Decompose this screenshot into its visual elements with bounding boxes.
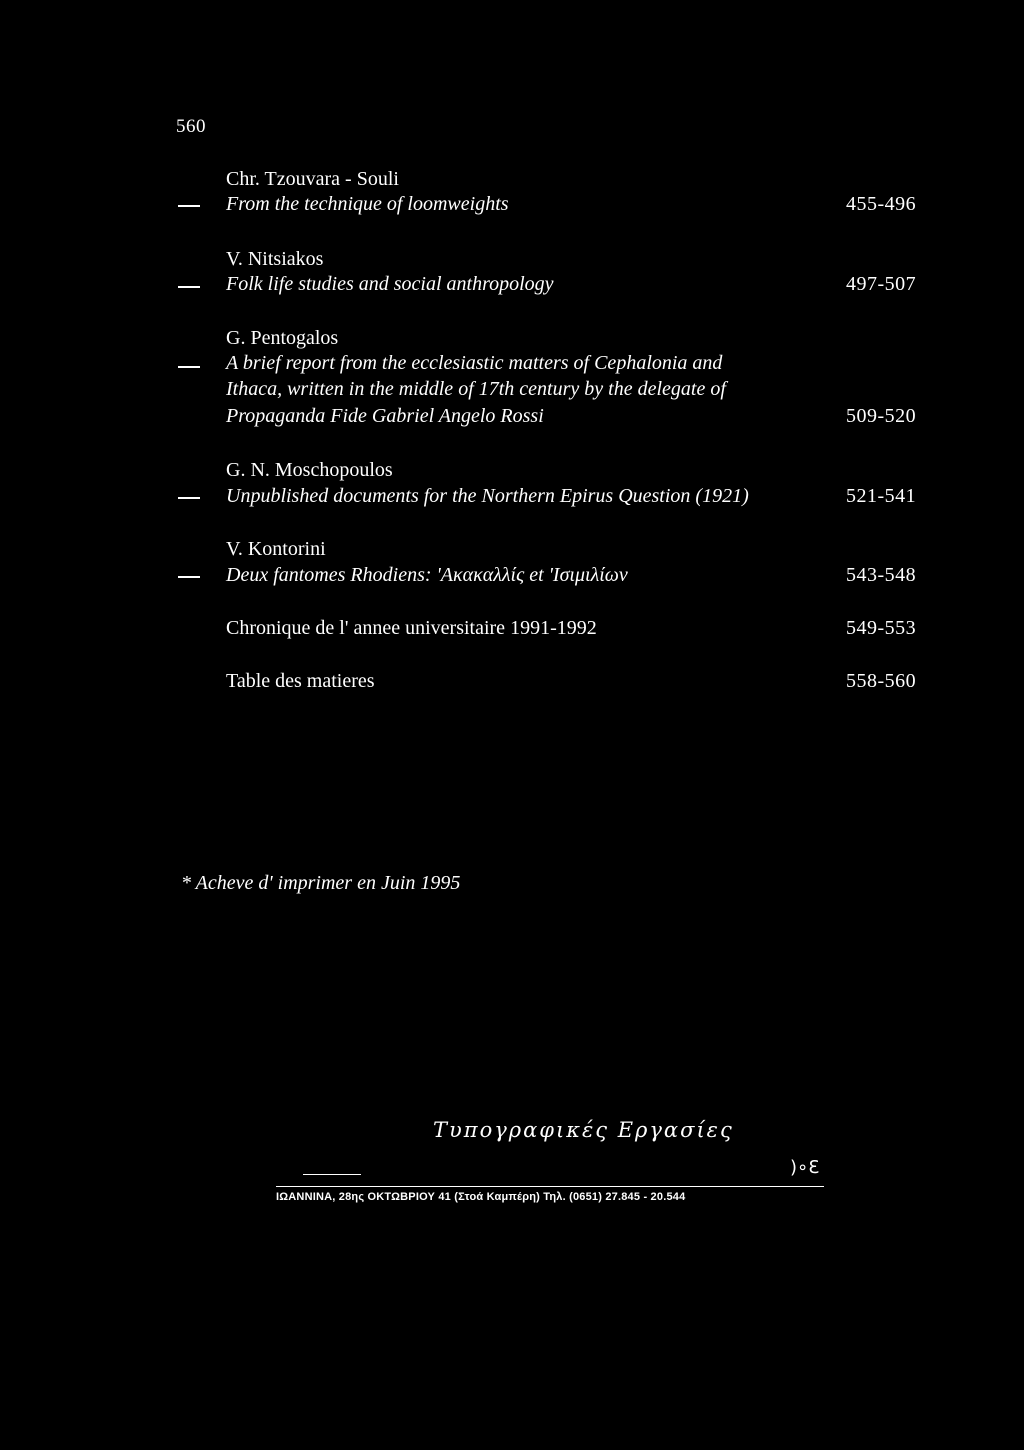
entry-author: V. Kontorini bbox=[226, 538, 326, 560]
entry-pages: 549-553 bbox=[846, 617, 917, 639]
entry-author: Chr. Tzouvara - Souli bbox=[226, 168, 399, 190]
entry-pages: 543-548 bbox=[846, 564, 917, 586]
entry-dash bbox=[178, 286, 200, 288]
printer-mark: )∘Ɛ bbox=[790, 1157, 820, 1178]
entry-title: Ithaca, written in the middle of 17th century by the delegate of bbox=[226, 378, 726, 400]
entry-dash bbox=[178, 366, 200, 368]
printer-rule bbox=[276, 1186, 824, 1187]
entry-author: G. Pentogalos bbox=[226, 327, 339, 349]
colophon: * Acheve d' imprimer en Juin 1995 bbox=[181, 872, 461, 894]
entry-dash bbox=[178, 497, 200, 499]
entry-title: Table des matieres bbox=[226, 670, 375, 692]
printer-short-rule bbox=[303, 1174, 361, 1175]
entry-title: Unpublished documents for the Northern Epirus Question (1921) bbox=[226, 485, 749, 507]
entry-author: G. N. Moschopoulos bbox=[226, 459, 393, 481]
entry-title: Folk life studies and social anthropology bbox=[226, 273, 554, 295]
entry-pages: 509-520 bbox=[846, 405, 917, 427]
page-number: 560 bbox=[176, 116, 206, 137]
entry-pages: 497-507 bbox=[846, 273, 917, 295]
entry-title: From the technique of loomweights bbox=[226, 193, 509, 215]
entry-author: V. Nitsiakos bbox=[226, 248, 324, 270]
printer-address: ΙΩΑΝΝΙΝΑ, 28ης ΟΚΤΩΒΡΙΟΥ 41 (Στοά Καμπέρη) Τηλ. (0651) 27.845 - 20.544 bbox=[276, 1191, 686, 1203]
entry-dash bbox=[178, 576, 200, 578]
printer-name: Τυπογραφικές Εργασίες bbox=[433, 1118, 734, 1142]
entry-pages: 521-541 bbox=[846, 485, 917, 507]
entry-dash bbox=[178, 205, 200, 207]
entry-title: Deux fantomes Rhodiens: 'Ακακαλλίς et 'Ισιμιλίων bbox=[226, 564, 628, 586]
entry-title: A brief report from the ecclesiastic matters of Cephalonia and bbox=[226, 352, 723, 374]
entry-title: Propaganda Fide Gabriel Angelo Rossi bbox=[226, 405, 544, 427]
entry-title: Chronique de l' annee universitaire 1991-1992 bbox=[226, 617, 597, 639]
entry-pages: 455-496 bbox=[846, 193, 917, 215]
entry-pages: 558-560 bbox=[846, 670, 917, 692]
